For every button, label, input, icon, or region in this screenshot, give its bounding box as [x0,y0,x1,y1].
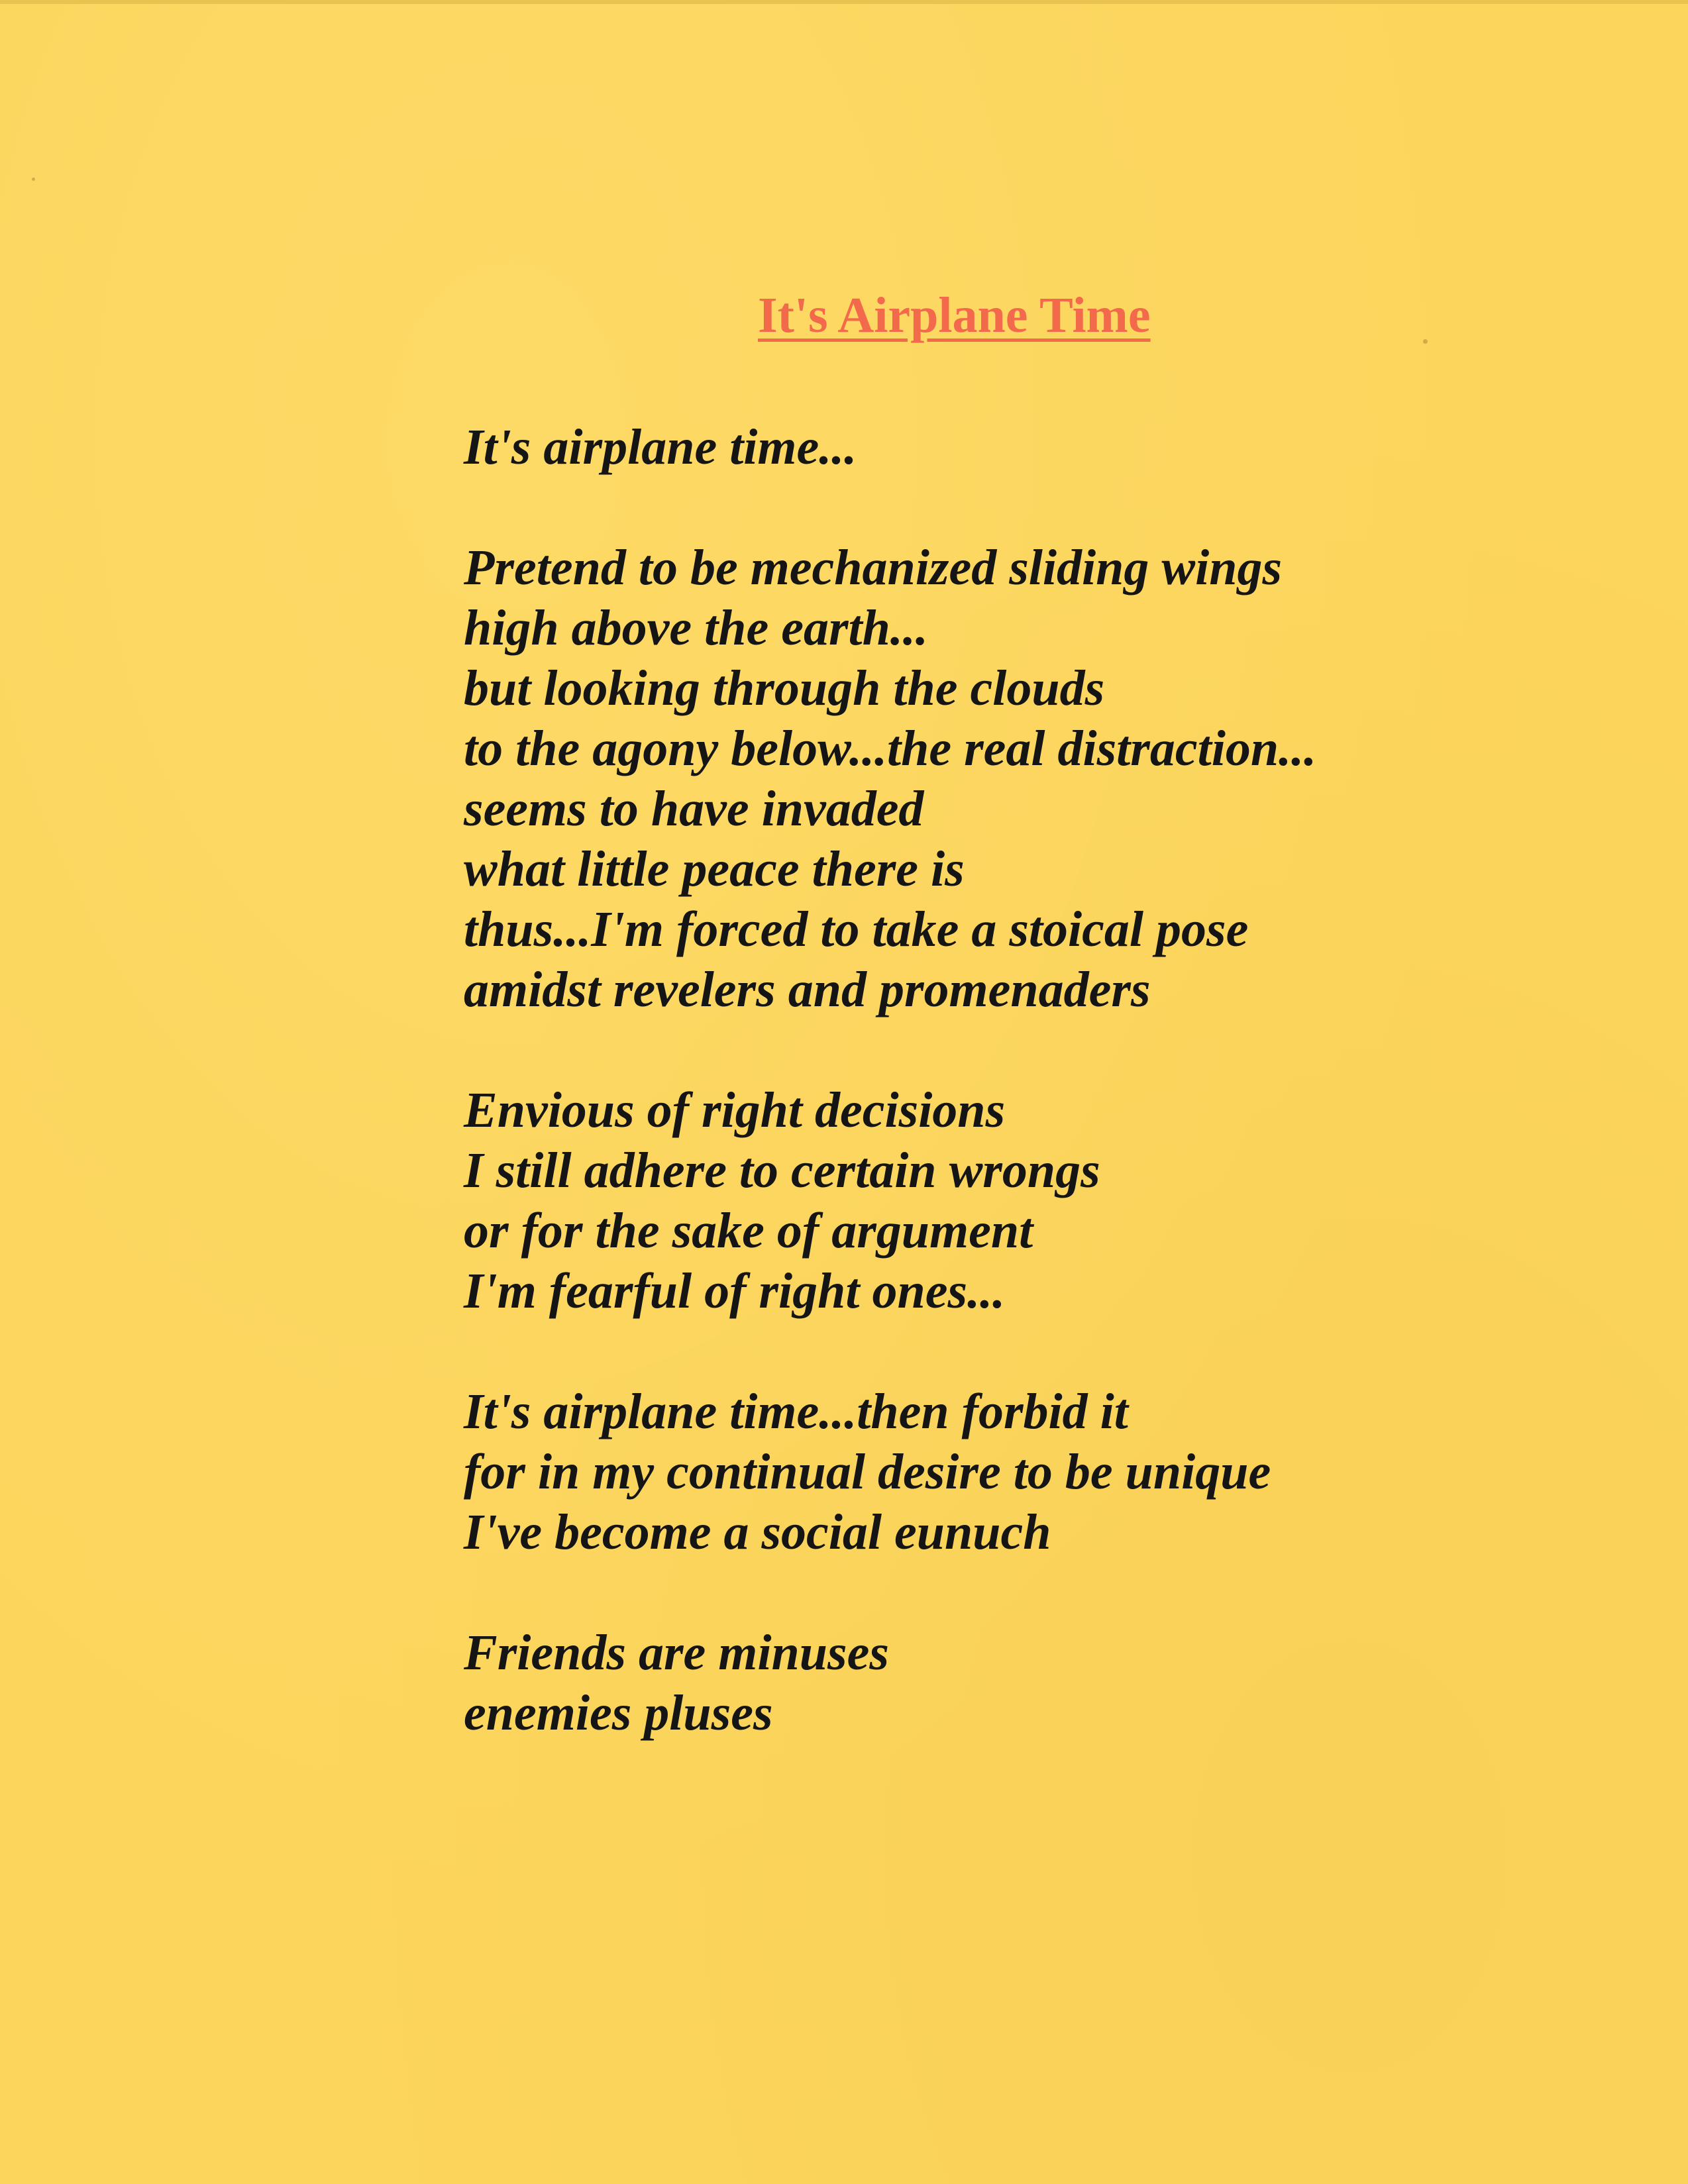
poem-line: but looking through the clouds [464,660,1105,716]
poem-line: thus...I'm forced to take a stoical pose [464,902,1249,957]
poem-line: for in my continual desire to be unique [464,1444,1271,1500]
poem-line: high above the earth... [464,600,928,656]
poem-line: Friends are minuses [464,1625,889,1681]
poem-line: Pretend to be mechanized sliding wings [464,540,1283,596]
stanza [464,1080,1656,1322]
stanza [464,538,1656,1020]
poem-line: I still adhere to certain wrongs [464,1143,1100,1198]
poem-body [464,417,1656,1804]
stanza [464,1382,1656,1563]
poem-line: to the agony below...the real distraction... [464,721,1317,776]
stanza [464,417,1656,478]
poem-line: I've become a social eunuch [464,1504,1051,1560]
poem-line: enemies pluses [464,1685,773,1741]
poem-title: It's Airplane Time [758,287,1151,343]
paper-top-edge [0,0,1688,4]
poem-line: amidst revelers and promenaders [464,962,1151,1017]
poem-line: It's airplane time... [464,419,857,475]
paper-speck [32,178,35,181]
poem-line: Envious of right decisions [464,1082,1006,1138]
poem-line: or for the sake of argument [464,1203,1033,1259]
poem-line: seems to have invaded [464,781,924,837]
poem-line: It's airplane time...then forbid it [464,1384,1128,1439]
poem-line: what little peace there is [464,841,965,897]
stanza [464,1623,1656,1743]
paper-speck [1423,339,1428,344]
poem-line: I'm fearful of right ones... [464,1263,1006,1319]
